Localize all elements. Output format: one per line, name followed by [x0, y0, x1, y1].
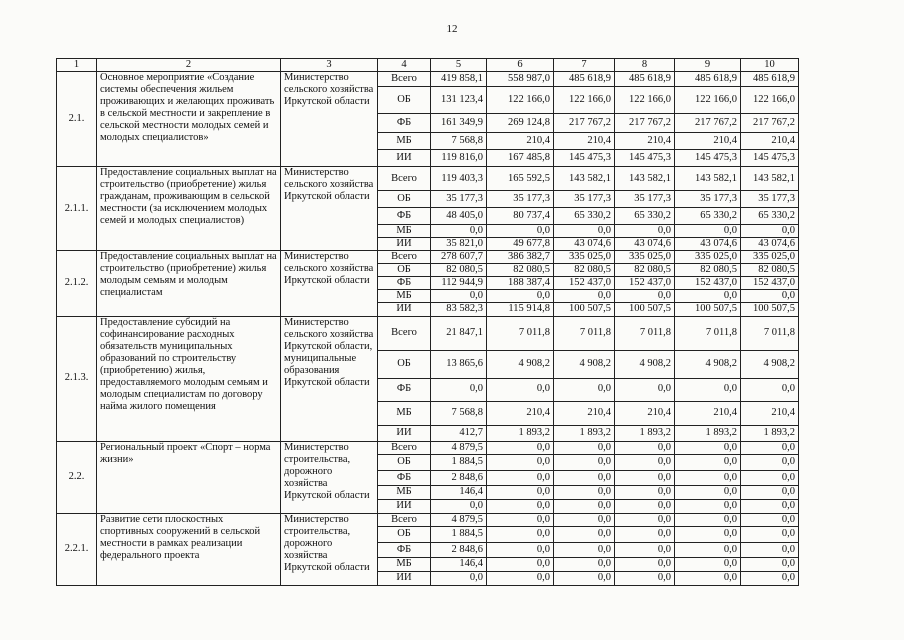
amount-cell: 2 848,6 — [431, 542, 487, 557]
amount-cell: 0,0 — [741, 571, 799, 585]
amount-cell: 152 437,0 — [675, 277, 741, 290]
responsible-executor: Министерство сельского хозяйства Иркутской области — [281, 167, 378, 251]
amount-cell: 386 382,7 — [487, 251, 554, 264]
item-title: Предоставление субсидий на софинансирование расходных обязательств муниципальных образований по строительству (приобретению) жилья, предоставляемого молодым семьям и молодым специалистам по договору найма жилого помещения — [97, 316, 281, 441]
amount-cell: 35 177,3 — [554, 191, 615, 208]
amount-cell: 115 914,8 — [487, 303, 554, 316]
responsible-executor: Министерство строительства, дорожного хозяйства Иркутской области — [281, 513, 378, 585]
amount-cell: 0,0 — [554, 557, 615, 571]
amount-cell: 1 893,2 — [741, 425, 799, 441]
item-number: 2.2.1. — [57, 513, 97, 585]
amount-cell: 0,0 — [675, 378, 741, 401]
amount-cell: 35 177,3 — [741, 191, 799, 208]
amount-cell: 100 507,5 — [615, 303, 675, 316]
funding-source: Всего — [378, 167, 431, 191]
amount-cell: 4 908,2 — [554, 350, 615, 378]
header-cell: 4 — [378, 59, 431, 72]
amount-cell: 0,0 — [741, 499, 799, 513]
amount-cell: 143 582,1 — [615, 167, 675, 191]
amount-cell: 0,0 — [675, 542, 741, 557]
amount-cell: 0,0 — [487, 571, 554, 585]
amount-cell: 0,0 — [487, 290, 554, 303]
amount-cell: 0,0 — [675, 441, 741, 454]
amount-cell: 1 893,2 — [487, 425, 554, 441]
header-cell: 10 — [741, 59, 799, 72]
amount-cell: 112 944,9 — [431, 277, 487, 290]
amount-cell: 0,0 — [741, 542, 799, 557]
amount-cell: 335 025,0 — [615, 251, 675, 264]
amount-cell: 2 848,6 — [431, 470, 487, 485]
item-title: Основное мероприятие «Создание системы обеспечения жильем проживающих и желающих проживать в сельской местности и закрепление в сельской местности молодых семей и молодых специалистов» — [97, 72, 281, 167]
amount-cell: 0,0 — [487, 485, 554, 499]
amount-cell: 0,0 — [554, 225, 615, 238]
item-title: Развитие сети плоскостных спортивных сооружений в сельской местности в рамках реализации федерального проекта — [97, 513, 281, 585]
funding-source: ИИ — [378, 571, 431, 585]
amount-cell: 210,4 — [554, 401, 615, 425]
amount-cell: 0,0 — [615, 571, 675, 585]
responsible-executor: Министерство сельского хозяйства Иркутской области — [281, 251, 378, 316]
amount-cell: 161 349,9 — [431, 114, 487, 133]
amount-cell: 0,0 — [554, 513, 615, 526]
amount-cell: 7 568,8 — [431, 401, 487, 425]
amount-cell: 0,0 — [431, 225, 487, 238]
amount-cell: 210,4 — [487, 401, 554, 425]
amount-cell: 210,4 — [615, 133, 675, 150]
amount-cell: 65 330,2 — [554, 208, 615, 225]
header-cell: 7 — [554, 59, 615, 72]
amount-cell: 119 403,3 — [431, 167, 487, 191]
amount-cell: 82 080,5 — [487, 264, 554, 277]
table-row — [57, 316, 799, 350]
amount-cell: 152 437,0 — [741, 277, 799, 290]
amount-cell: 0,0 — [615, 225, 675, 238]
amount-cell: 0,0 — [431, 378, 487, 401]
amount-cell: 82 080,5 — [554, 264, 615, 277]
amount-cell: 217 767,2 — [615, 114, 675, 133]
amount-cell: 100 507,5 — [675, 303, 741, 316]
page-number: 12 — [446, 23, 458, 35]
amount-cell: 485 618,9 — [554, 72, 615, 87]
funding-source: ИИ — [378, 238, 431, 251]
funding-source: ИИ — [378, 499, 431, 513]
header-cell: 6 — [487, 59, 554, 72]
amount-cell: 0,0 — [487, 441, 554, 454]
amount-cell: 0,0 — [615, 485, 675, 499]
amount-cell: 4 908,2 — [741, 350, 799, 378]
amount-cell: 80 737,4 — [487, 208, 554, 225]
responsible-executor: Министерство сельского хозяйства Иркутской области — [281, 72, 378, 167]
amount-cell: 0,0 — [741, 526, 799, 542]
table-header-row — [57, 59, 799, 72]
table-row — [57, 441, 799, 454]
amount-cell: 0,0 — [675, 454, 741, 470]
amount-cell: 210,4 — [675, 401, 741, 425]
amount-cell: 269 124,8 — [487, 114, 554, 133]
amount-cell: 0,0 — [615, 513, 675, 526]
funding-source: ФБ — [378, 542, 431, 557]
amount-cell: 0,0 — [487, 526, 554, 542]
funding-source: ОБ — [378, 191, 431, 208]
table-row — [57, 167, 799, 191]
amount-cell: 485 618,9 — [675, 72, 741, 87]
item-number: 2.1. — [57, 72, 97, 167]
amount-cell: 0,0 — [554, 499, 615, 513]
amount-cell: 0,0 — [487, 225, 554, 238]
amount-cell: 0,0 — [615, 557, 675, 571]
responsible-executor: Министерство сельского хозяйства Иркутской области, муниципальные образования Иркутской области — [281, 316, 378, 441]
amount-cell: 0,0 — [675, 571, 741, 585]
amount-cell: 217 767,2 — [741, 114, 799, 133]
amount-cell: 4 879,5 — [431, 513, 487, 526]
amount-cell: 145 475,3 — [554, 150, 615, 167]
amount-cell: 143 582,1 — [675, 167, 741, 191]
amount-cell: 4 908,2 — [675, 350, 741, 378]
funding-source: МБ — [378, 485, 431, 499]
amount-cell: 7 011,8 — [741, 316, 799, 350]
amount-cell: 278 607,7 — [431, 251, 487, 264]
amount-cell: 43 074,6 — [615, 238, 675, 251]
funding-source: ФБ — [378, 277, 431, 290]
amount-cell: 131 123,4 — [431, 87, 487, 114]
amount-cell: 43 074,6 — [741, 238, 799, 251]
responsible-executor: Министерство строительства, дорожного хозяйства Иркутской области — [281, 441, 378, 513]
amount-cell: 0,0 — [741, 513, 799, 526]
amount-cell: 165 592,5 — [487, 167, 554, 191]
amount-cell: 152 437,0 — [615, 277, 675, 290]
amount-cell: 35 821,0 — [431, 238, 487, 251]
amount-cell: 35 177,3 — [431, 191, 487, 208]
amount-cell: 122 166,0 — [741, 87, 799, 114]
funding-source: ИИ — [378, 425, 431, 441]
amount-cell: 82 080,5 — [741, 264, 799, 277]
amount-cell: 210,4 — [487, 133, 554, 150]
item-number: 2.1.3. — [57, 316, 97, 441]
amount-cell: 335 025,0 — [554, 251, 615, 264]
item-title: Региональный проект «Спорт – норма жизни» — [97, 441, 281, 513]
amount-cell: 0,0 — [615, 499, 675, 513]
funding-source: Всего — [378, 72, 431, 87]
amount-cell: 0,0 — [741, 290, 799, 303]
amount-cell: 210,4 — [675, 133, 741, 150]
funding-source: Всего — [378, 251, 431, 264]
amount-cell: 0,0 — [675, 557, 741, 571]
table-row — [57, 72, 799, 87]
amount-cell: 122 166,0 — [487, 87, 554, 114]
funding-source: Всего — [378, 316, 431, 350]
amount-cell: 122 166,0 — [554, 87, 615, 114]
amount-cell: 145 475,3 — [741, 150, 799, 167]
amount-cell: 0,0 — [487, 557, 554, 571]
item-title: Предоставление социальных выплат на строительство (приобретение) жилья молодым семьям и молодым специалистам — [97, 251, 281, 316]
amount-cell: 0,0 — [554, 571, 615, 585]
amount-cell: 143 582,1 — [554, 167, 615, 191]
amount-cell: 0,0 — [615, 542, 675, 557]
amount-cell: 485 618,9 — [741, 72, 799, 87]
amount-cell: 145 475,3 — [675, 150, 741, 167]
funding-source: ОБ — [378, 454, 431, 470]
budget-table — [56, 58, 799, 586]
amount-cell: 217 767,2 — [554, 114, 615, 133]
amount-cell: 0,0 — [554, 526, 615, 542]
header-cell: 1 — [57, 59, 97, 72]
item-number: 2.2. — [57, 441, 97, 513]
amount-cell: 0,0 — [675, 499, 741, 513]
amount-cell: 4 908,2 — [615, 350, 675, 378]
amount-cell: 21 847,1 — [431, 316, 487, 350]
header-cell: 3 — [281, 59, 378, 72]
amount-cell: 49 677,8 — [487, 238, 554, 251]
amount-cell: 0,0 — [554, 378, 615, 401]
amount-cell: 0,0 — [487, 542, 554, 557]
table-row — [57, 513, 799, 526]
amount-cell: 122 166,0 — [615, 87, 675, 114]
amount-cell: 217 767,2 — [675, 114, 741, 133]
funding-source: МБ — [378, 290, 431, 303]
amount-cell: 48 405,0 — [431, 208, 487, 225]
amount-cell: 100 507,5 — [554, 303, 615, 316]
amount-cell: 145 475,3 — [615, 150, 675, 167]
amount-cell: 100 507,5 — [741, 303, 799, 316]
item-number: 2.1.2. — [57, 251, 97, 316]
amount-cell: 0,0 — [741, 378, 799, 401]
amount-cell: 0,0 — [615, 526, 675, 542]
header-cell: 8 — [615, 59, 675, 72]
amount-cell: 1 884,5 — [431, 454, 487, 470]
funding-source: МБ — [378, 401, 431, 425]
amount-cell: 0,0 — [431, 290, 487, 303]
amount-cell: 1 884,5 — [431, 526, 487, 542]
funding-source: ИИ — [378, 150, 431, 167]
amount-cell: 0,0 — [554, 485, 615, 499]
amount-cell: 210,4 — [741, 133, 799, 150]
amount-cell: 146,4 — [431, 485, 487, 499]
amount-cell: 0,0 — [741, 470, 799, 485]
amount-cell: 0,0 — [615, 290, 675, 303]
amount-cell: 4 908,2 — [487, 350, 554, 378]
amount-cell: 65 330,2 — [615, 208, 675, 225]
amount-cell: 0,0 — [675, 526, 741, 542]
amount-cell: 0,0 — [431, 499, 487, 513]
amount-cell: 335 025,0 — [741, 251, 799, 264]
amount-cell: 1 893,2 — [554, 425, 615, 441]
amount-cell: 7 011,8 — [675, 316, 741, 350]
amount-cell: 143 582,1 — [741, 167, 799, 191]
header-cell: 5 — [431, 59, 487, 72]
funding-source: МБ — [378, 225, 431, 238]
funding-source: ОБ — [378, 87, 431, 114]
amount-cell: 0,0 — [487, 378, 554, 401]
amount-cell: 0,0 — [675, 290, 741, 303]
amount-cell: 43 074,6 — [675, 238, 741, 251]
amount-cell: 0,0 — [487, 499, 554, 513]
amount-cell: 35 177,3 — [615, 191, 675, 208]
amount-cell: 0,0 — [615, 470, 675, 485]
amount-cell: 82 080,5 — [431, 264, 487, 277]
amount-cell: 7 568,8 — [431, 133, 487, 150]
header-cell: 2 — [97, 59, 281, 72]
funding-source: ФБ — [378, 208, 431, 225]
amount-cell: 65 330,2 — [675, 208, 741, 225]
header-cell: 9 — [675, 59, 741, 72]
amount-cell: 1 893,2 — [615, 425, 675, 441]
item-title: Предоставление социальных выплат на строительство (приобретение) жилья гражданам, проживающим в сельской местности (за исключением молодых семей и молодых специалистов) — [97, 167, 281, 251]
amount-cell: 0,0 — [675, 470, 741, 485]
amount-cell: 0,0 — [741, 225, 799, 238]
funding-source: ФБ — [378, 114, 431, 133]
amount-cell: 0,0 — [554, 290, 615, 303]
amount-cell: 0,0 — [675, 485, 741, 499]
amount-cell: 0,0 — [675, 513, 741, 526]
amount-cell: 419 858,1 — [431, 72, 487, 87]
amount-cell: 485 618,9 — [615, 72, 675, 87]
amount-cell: 0,0 — [487, 454, 554, 470]
amount-cell: 0,0 — [554, 454, 615, 470]
amount-cell: 167 485,8 — [487, 150, 554, 167]
amount-cell: 188 387,4 — [487, 277, 554, 290]
amount-cell: 210,4 — [615, 401, 675, 425]
amount-cell: 0,0 — [554, 441, 615, 454]
amount-cell: 152 437,0 — [554, 277, 615, 290]
amount-cell: 1 893,2 — [675, 425, 741, 441]
amount-cell: 146,4 — [431, 557, 487, 571]
funding-source: ФБ — [378, 470, 431, 485]
amount-cell: 0,0 — [741, 441, 799, 454]
amount-cell: 0,0 — [675, 225, 741, 238]
amount-cell: 82 080,5 — [615, 264, 675, 277]
amount-cell: 412,7 — [431, 425, 487, 441]
amount-cell: 0,0 — [615, 441, 675, 454]
amount-cell: 0,0 — [554, 470, 615, 485]
amount-cell: 119 816,0 — [431, 150, 487, 167]
funding-source: МБ — [378, 557, 431, 571]
amount-cell: 335 025,0 — [675, 251, 741, 264]
item-number: 2.1.1. — [57, 167, 97, 251]
funding-source: ОБ — [378, 526, 431, 542]
amount-cell: 558 987,0 — [487, 72, 554, 87]
table-row — [57, 251, 799, 264]
amount-cell: 83 582,3 — [431, 303, 487, 316]
amount-cell: 7 011,8 — [554, 316, 615, 350]
amount-cell: 7 011,8 — [487, 316, 554, 350]
amount-cell: 0,0 — [431, 571, 487, 585]
amount-cell: 0,0 — [741, 557, 799, 571]
funding-source: ОБ — [378, 264, 431, 277]
amount-cell: 65 330,2 — [741, 208, 799, 225]
amount-cell: 210,4 — [741, 401, 799, 425]
amount-cell: 0,0 — [615, 454, 675, 470]
amount-cell: 210,4 — [554, 133, 615, 150]
amount-cell: 7 011,8 — [615, 316, 675, 350]
amount-cell: 0,0 — [487, 470, 554, 485]
amount-cell: 0,0 — [615, 378, 675, 401]
funding-source: ИИ — [378, 303, 431, 316]
funding-source: ОБ — [378, 350, 431, 378]
funding-source: Всего — [378, 441, 431, 454]
funding-source: Всего — [378, 513, 431, 526]
amount-cell: 0,0 — [487, 513, 554, 526]
amount-cell: 43 074,6 — [554, 238, 615, 251]
funding-source: МБ — [378, 133, 431, 150]
amount-cell: 82 080,5 — [675, 264, 741, 277]
amount-cell: 122 166,0 — [675, 87, 741, 114]
funding-source: ФБ — [378, 378, 431, 401]
amount-cell: 35 177,3 — [487, 191, 554, 208]
amount-cell: 35 177,3 — [675, 191, 741, 208]
amount-cell: 13 865,6 — [431, 350, 487, 378]
amount-cell: 0,0 — [741, 454, 799, 470]
amount-cell: 0,0 — [554, 542, 615, 557]
amount-cell: 4 879,5 — [431, 441, 487, 454]
amount-cell: 0,0 — [741, 485, 799, 499]
